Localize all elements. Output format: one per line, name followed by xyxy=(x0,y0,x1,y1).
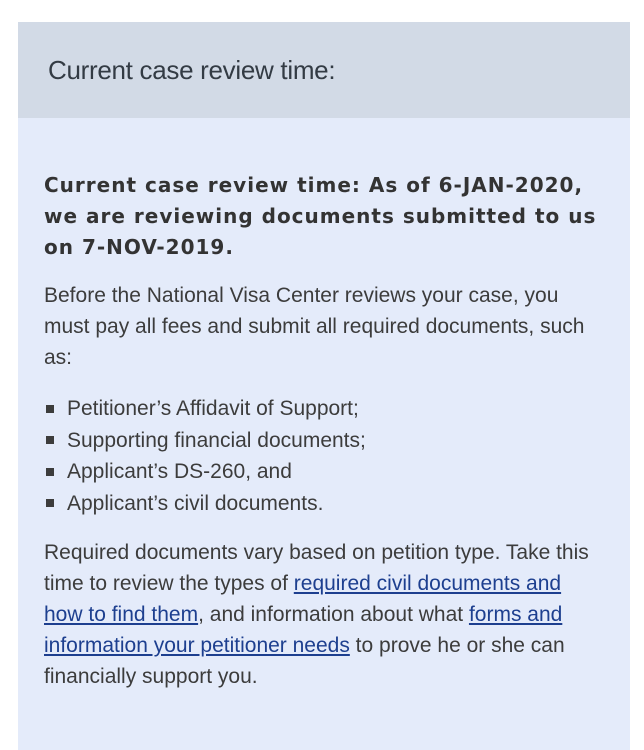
closing-paragraph xyxy=(44,537,602,692)
list-item-text: Petitioner’s Affidavit of Support; xyxy=(67,397,359,420)
review-time-statement: Current case review time: As of 6-JAN-2020, we are reviewing documents submitted to us on 7-NOV-2019. xyxy=(44,173,597,259)
list-item-text: Applicant’s DS-260, and xyxy=(67,460,292,483)
panel-body xyxy=(18,118,630,692)
panel-title: Current case review time: xyxy=(48,54,336,85)
list-item xyxy=(44,488,602,520)
civil-documents-link[interactable]: required civil documents and how to find them xyxy=(44,572,562,626)
panel-header xyxy=(18,22,630,118)
intro-paragraph: Before the National Visa Center reviews your case, you must pay all fees and submit all required documents, such as: xyxy=(44,284,585,369)
required-documents-list xyxy=(44,393,602,519)
list-item xyxy=(44,456,602,488)
square-bullet-icon xyxy=(46,436,54,444)
square-bullet-icon xyxy=(46,405,54,413)
list-item xyxy=(44,393,602,425)
closing-text-before: Required documents vary based on petition type. Take this time to review the types of xyxy=(44,541,589,595)
list-item-text: Supporting financial documents; xyxy=(67,428,366,452)
closing-text-middle: , and information about what xyxy=(198,603,469,626)
list-item-text: Applicant’s civil documents. xyxy=(67,491,324,515)
petitioner-forms-link[interactable]: forms and information your petitioner needs xyxy=(44,603,563,657)
square-bullet-icon xyxy=(46,499,54,507)
square-bullet-icon xyxy=(46,468,54,476)
list-item xyxy=(44,425,602,457)
closing-text-after: to prove he or she can financially support you. xyxy=(44,634,565,688)
case-review-panel xyxy=(18,22,630,750)
